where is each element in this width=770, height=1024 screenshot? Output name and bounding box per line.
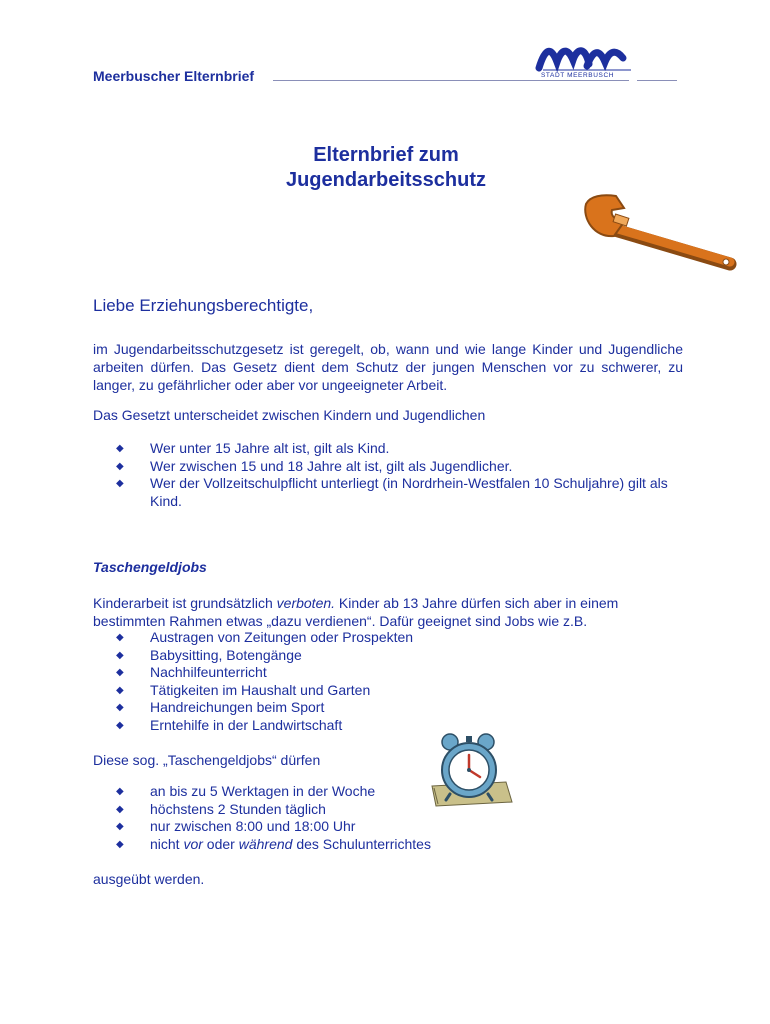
jobs-list — [93, 629, 693, 734]
header-rule-short — [637, 80, 677, 81]
diamond-bullet-icon: ◆ — [116, 702, 124, 713]
city-logo — [535, 40, 635, 86]
diamond-bullet-icon: ◆ — [116, 649, 124, 661]
list-item: ◆ Babysitting, Botengänge — [116, 646, 302, 663]
diamond-bullet-icon: ◆ — [116, 803, 124, 815]
logo-caption: STADT MEERBUSCH — [541, 72, 615, 79]
section-paragraph: Kinderarbeit ist grundsätzlich verboten. Kinder ab 13 Jahre dürfen sich aber in einem bestimmten Rahmen etwas „dazu verdienen“. Dafür geeignet sind Jobs wie z.B. — [93, 595, 619, 629]
intro-paragraph: im Jugendarbeitsschutzgesetz ist geregelt, ob, wann und wie lange Kinder und Jugendliche arbeiten dürfen. Das Gesetz dient dem Schutz der jungen Menschen vor zu schwerer, zu langer, zu gefährlicher oder aber vor ungeeigneter Arbeit. — [93, 341, 683, 393]
section-heading: Taschengeldjobs — [93, 559, 207, 575]
title-line-2: Jugendarbeitsschutz — [285, 169, 487, 191]
meerbusch-wave-icon — [535, 40, 635, 74]
conditions-list — [93, 783, 693, 853]
list-item: ◆ Wer der Vollzeitschulpflicht unterliegt (in Nordrhein-Westfalen 10 Schuljahre) gilt als Kind. — [116, 475, 668, 509]
list-item: ◆ nicht vor oder während des Schulunterrichtes — [116, 835, 431, 852]
closing-line: ausgeübt werden. — [93, 871, 205, 887]
header-title: Meerbuscher Elternbrief — [93, 68, 255, 84]
diamond-bullet-icon: ◆ — [116, 684, 124, 696]
list-item: ◆ Wer zwischen 15 und 18 Jahre alt ist, gilt als Jugendlicher. — [116, 457, 513, 474]
list-item: ◆ höchstens 2 Stunden täglich — [116, 800, 326, 817]
list-item: ◆ Wer unter 15 Jahre alt ist, gilt als Kind. — [116, 440, 390, 456]
wrench-icon — [580, 190, 740, 275]
list-item: ◆ nur zwischen 8:00 und 18:00 Uhr — [116, 818, 356, 834]
diamond-bullet-icon: ◆ — [116, 478, 124, 489]
document-title — [200, 143, 572, 193]
emphasis-verboten: verboten. — [276, 595, 336, 611]
title-line-1: Elternbrief zum — [313, 144, 459, 166]
list-item: ◆ Erntehilfe in der Landwirtschaft — [116, 716, 343, 733]
list-item: ◆ Handreichungen beim Sport — [116, 699, 325, 715]
salutation: Liebe Erziehungsberechtigte, — [93, 296, 314, 315]
diamond-bullet-icon: ◆ — [116, 667, 124, 678]
list-item: ◆ Tätigkeiten im Haushalt und Garten — [116, 681, 371, 698]
diamond-bullet-icon: ◆ — [116, 821, 124, 832]
diamond-bullet-icon: ◆ — [116, 460, 124, 472]
list-item: ◆ Austragen von Zeitungen oder Prospekten — [116, 629, 414, 645]
distinction-paragraph: Das Gesetzt unterscheidet zwischen Kindern und Jugendlichen — [93, 407, 486, 423]
definition-list — [93, 440, 688, 510]
list-item: ◆ Nachhilfeunterricht — [116, 664, 267, 680]
diamond-bullet-icon: ◆ — [116, 786, 124, 797]
diamond-bullet-icon: ◆ — [116, 838, 124, 850]
diamond-bullet-icon: ◆ — [116, 719, 124, 731]
diamond-bullet-icon: ◆ — [116, 632, 124, 643]
list-item: ◆ an bis zu 5 Werktagen in der Woche — [116, 783, 376, 799]
conditions-intro: Diese sog. „Taschengeldjobs“ dürfen — [93, 752, 321, 768]
diamond-bullet-icon: ◆ — [116, 443, 124, 454]
